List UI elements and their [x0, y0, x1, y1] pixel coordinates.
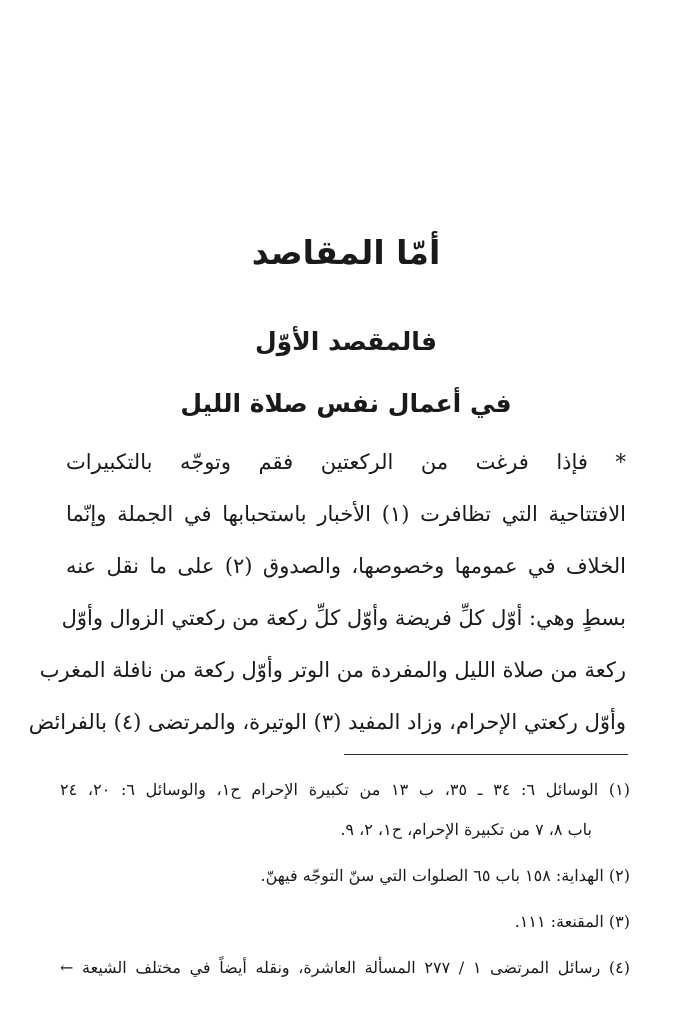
footnote-1-line-1: (١) الوسائل ٦: ٣٤ ـ ٣٥، ب ١٣ من تكبيرة الإحرام ح١، والوسائل ٦: ٢٠، ٢٤ — [60, 780, 630, 799]
body-line-4: بسطٍ وهي: أوّل كلِّ فريضة وأوّل كلِّ ركعة من ركعتي الزوال وأوّل — [61, 606, 626, 630]
footnote-1-line-2: باب ٨، ٧ من تكبيرة الإحرام، ح١، ٢، ٩. — [340, 820, 592, 839]
footnote-3: (٣) المقنعة: ١١١. — [514, 912, 630, 931]
section-subtitle: في أعمال نفس صلاة الليل — [180, 389, 512, 418]
body-line-5: ركعة من صلاة الليل والمفردة من الوتر وأوّل ركعة من نافلة المغرب — [39, 658, 626, 682]
page-main-title: أمّا المقاصد — [251, 233, 441, 272]
footnote-4: (٤) رسائل المرتضى ١ / ٢٧٧ المسألة العاشرة، ونقله أيضاً في مختلف الشيعة ← — [60, 958, 631, 977]
footnote-2: (٢) الهداية: ١٥٨ باب ٦٥ الصلوات التي سنّ التوجّه فيهنّ. — [260, 866, 630, 885]
body-line-3: الخلاف في عمومها وخصوصها، والصدوق (٢) على ما نقل عنه — [66, 554, 626, 578]
body-line-2: الافتتاحية التي تظافرت (١) الأخبار باستحبابها في الجملة وإنّما — [66, 502, 627, 526]
body-paragraph — [28, 436, 627, 748]
body-line-6: وأوّل ركعتي الإحرام، وزاد المفيد (٣) الوتيرة، والمرتضى (٤) بالفرائض — [28, 710, 626, 734]
footnote-separator — [344, 754, 628, 755]
footnotes — [60, 770, 630, 988]
section-title: فالمقصد الأوّل — [254, 327, 438, 356]
body-line-1: * فإذا فرغت من الركعتين فقم وتوجّه بالتكبيرات — [66, 450, 626, 474]
